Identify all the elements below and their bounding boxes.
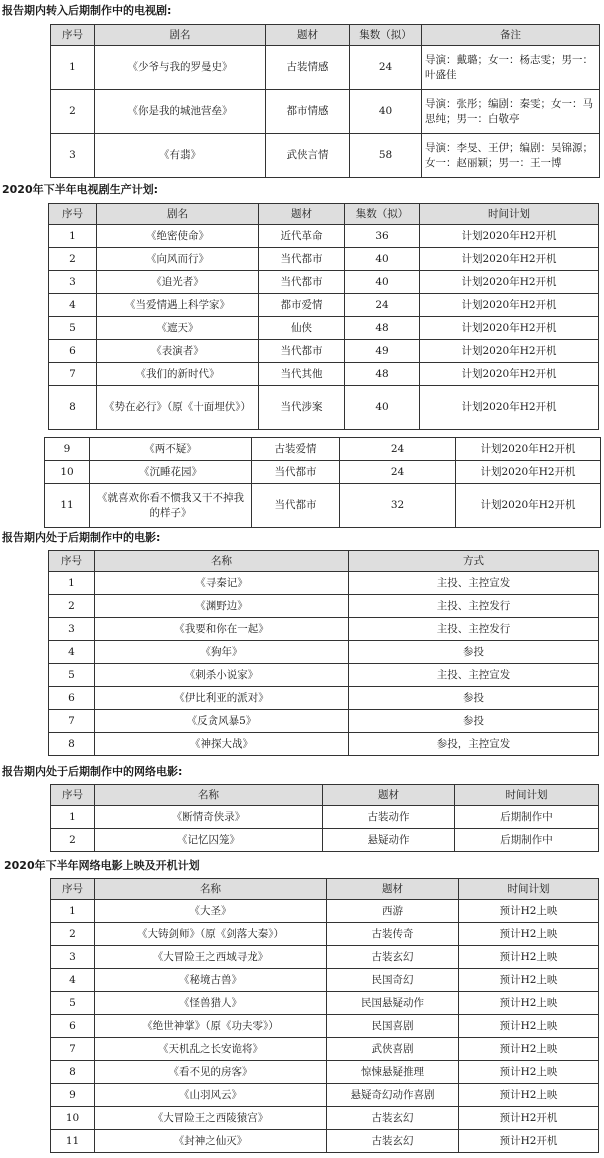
table-cell: 《山羽风云》 [95, 1084, 327, 1107]
table-cell: 预计H2上映 [459, 1015, 599, 1038]
table-cell: 1 [51, 806, 95, 829]
table-cell: 40 [350, 90, 422, 134]
table-cell: 古装动作 [323, 806, 455, 829]
table-row [51, 1015, 599, 1038]
table-cell: 计划2020年H2开机 [420, 386, 599, 430]
table-cell: 当代都市 [252, 461, 340, 484]
table-cell: 3 [51, 946, 95, 969]
table-cell: 导演：戴璐；女一：杨志雯；男一：叶盛佳 [422, 46, 600, 90]
column-header: 备注 [422, 25, 600, 46]
table-cell: 计划2020年H2开机 [420, 248, 599, 271]
table-cell: 7 [51, 1038, 95, 1061]
table-row [51, 900, 599, 923]
web-film-release-plan-table [50, 878, 599, 1153]
table-row [49, 687, 599, 710]
section-heading-tv-post-production: 报告期内转入后期制作中的电视剧: [2, 4, 172, 17]
table-row [49, 248, 599, 271]
table-cell: 当代其他 [259, 363, 345, 386]
table-cell: 参投 [349, 710, 599, 733]
table-row [49, 317, 599, 340]
table-cell: 参投，主控宣发 [349, 733, 599, 756]
table-cell: 3 [51, 134, 95, 178]
table-cell: 1 [49, 225, 97, 248]
table-cell: 都市爱情 [259, 294, 345, 317]
table-cell: 24 [340, 438, 456, 461]
table-cell: 2 [51, 90, 95, 134]
table-row [49, 294, 599, 317]
section-heading-tv-production-plan: 2020年下半年电视剧生产计划: [2, 183, 159, 196]
table-cell: 古装爱情 [252, 438, 340, 461]
table-cell: 后期制作中 [455, 806, 599, 829]
table-row [49, 618, 599, 641]
table-cell: 主投、主控发行 [349, 595, 599, 618]
table-cell: 民国悬疑动作 [327, 992, 459, 1015]
table-cell: 古装玄幻 [327, 1130, 459, 1153]
table-cell: 《追光者》 [97, 271, 259, 294]
table-cell: 《刺杀小说家》 [95, 664, 349, 687]
table-row [51, 1107, 599, 1130]
column-header: 序号 [51, 25, 95, 46]
table-cell: 1 [51, 900, 95, 923]
table-cell: 《少爷与我的罗曼史》 [95, 46, 266, 90]
table-cell: 计划2020年H2开机 [420, 340, 599, 363]
table-cell: 预计H2上映 [459, 900, 599, 923]
table-cell: 都市情感 [266, 90, 350, 134]
table-row [49, 363, 599, 386]
table-header-row [51, 785, 599, 806]
table-row [51, 1061, 599, 1084]
table-cell: 《势在必行》（原《十面埋伏》） [97, 386, 259, 430]
table-cell: 当代都市 [252, 484, 340, 528]
table-cell: 8 [49, 733, 95, 756]
table-header-row [49, 551, 599, 572]
table-row [51, 806, 599, 829]
table-cell: 8 [49, 386, 97, 430]
table-cell: 《大圣》 [95, 900, 327, 923]
table-cell: 3 [49, 271, 97, 294]
table-row [49, 664, 599, 687]
column-header: 名称 [95, 879, 327, 900]
table-row [45, 461, 601, 484]
table-row [45, 438, 601, 461]
column-header: 题材 [259, 204, 345, 225]
table-cell: 24 [350, 46, 422, 90]
table-cell: 武侠喜剧 [327, 1038, 459, 1061]
table-cell: 《你是我的城池营垒》 [95, 90, 266, 134]
table-row [49, 386, 599, 430]
table-cell: 5 [51, 992, 95, 1015]
table-cell: 导演：李旻、王伊；编剧：吴锦源；女一：赵丽颖；男一：王一博 [422, 134, 600, 178]
table-row [49, 733, 599, 756]
table-cell: 11 [45, 484, 90, 528]
table-row [45, 484, 601, 528]
table-cell: 《寻秦记》 [95, 572, 349, 595]
table-row [49, 225, 599, 248]
table-cell: 《渊野边》 [95, 595, 349, 618]
table-cell: 2 [51, 829, 95, 852]
table-cell: 预计H2上映 [459, 1084, 599, 1107]
table-cell: 悬疑动作 [323, 829, 455, 852]
table-cell: 36 [345, 225, 420, 248]
table-cell: 《向风而行》 [97, 248, 259, 271]
table-cell: 6 [49, 340, 97, 363]
column-header: 时间计划 [455, 785, 599, 806]
table-row [51, 923, 599, 946]
table-cell: 后期制作中 [455, 829, 599, 852]
table-cell: 武侠言情 [266, 134, 350, 178]
table-cell: 《两不疑》 [90, 438, 252, 461]
table-cell: 古装情感 [266, 46, 350, 90]
table-cell: 《记忆囚笼》 [95, 829, 323, 852]
table-cell: 1 [51, 46, 95, 90]
table-cell: 2 [49, 248, 97, 271]
table-cell: 民国喜剧 [327, 1015, 459, 1038]
table-cell: 主投、主控宣发 [349, 664, 599, 687]
table-cell: 5 [49, 317, 97, 340]
table-cell: 《天机乱之长安诡将》 [95, 1038, 327, 1061]
table-cell: 预计H2上映 [459, 992, 599, 1015]
table-cell: 计划2020年H2开机 [456, 438, 601, 461]
table-cell: 2 [49, 595, 95, 618]
table-cell: 《绝世神掌》（原《功夫零》） [95, 1015, 327, 1038]
table-cell: 《表演者》 [97, 340, 259, 363]
column-header: 序号 [49, 551, 95, 572]
web-film-post-production-table [50, 784, 599, 852]
table-cell: 古装传奇 [327, 923, 459, 946]
table-cell: 48 [345, 317, 420, 340]
table-cell: 悬疑奇幻动作喜剧 [327, 1084, 459, 1107]
table-row [49, 340, 599, 363]
table-cell: 当代都市 [259, 248, 345, 271]
section-heading-web-film-release-plan: 2020年下半年网络电影上映及开机计划 [4, 859, 200, 872]
table-cell: 32 [340, 484, 456, 528]
table-cell: 6 [49, 687, 95, 710]
table-cell: 4 [49, 294, 97, 317]
table-cell: 《我们的新时代》 [97, 363, 259, 386]
table-cell: 《沉睡花园》 [90, 461, 252, 484]
table-row [51, 90, 600, 134]
column-header: 名称 [95, 785, 323, 806]
table-cell: 近代革命 [259, 225, 345, 248]
table-row [49, 595, 599, 618]
table-cell: 5 [49, 664, 95, 687]
table-cell: 《伊比利亚的派对》 [95, 687, 349, 710]
table-row [51, 946, 599, 969]
table-header-row [49, 204, 599, 225]
column-header: 方式 [349, 551, 599, 572]
table-cell: 《大铸剑师》（原《剑落大秦》） [95, 923, 327, 946]
table-cell: 主投、主控宣发 [349, 572, 599, 595]
table-cell: 《就喜欢你看不惯我又干不掉我的样子》 [90, 484, 252, 528]
table-cell: 《有翡》 [95, 134, 266, 178]
table-cell: 计划2020年H2开机 [456, 484, 601, 528]
table-cell: 导演：张彤；编剧：秦雯；女一：马思纯；男一：白敬亭 [422, 90, 600, 134]
table-cell: 《遮天》 [97, 317, 259, 340]
table-row [51, 969, 599, 992]
table-cell: 7 [49, 710, 95, 733]
table-cell: 10 [51, 1107, 95, 1130]
table-cell: 4 [49, 641, 95, 664]
table-cell: 40 [345, 248, 420, 271]
table-cell: 预计H2上映 [459, 1038, 599, 1061]
table-cell: 1 [49, 572, 95, 595]
table-cell: 古装玄幻 [327, 946, 459, 969]
table-cell: 预计H2上映 [459, 923, 599, 946]
table-cell: 40 [345, 271, 420, 294]
table-row [51, 829, 599, 852]
table-row [51, 1084, 599, 1107]
table-row [51, 134, 600, 178]
column-header: 题材 [327, 879, 459, 900]
table-cell: 当代都市 [259, 271, 345, 294]
table-cell: 9 [45, 438, 90, 461]
table-row [51, 992, 599, 1015]
column-header: 序号 [51, 879, 95, 900]
tv-production-plan-table-continued [44, 437, 601, 528]
table-cell: 《大冒险王之西陵猿宫》 [95, 1107, 327, 1130]
column-header: 时间计划 [459, 879, 599, 900]
table-cell: 3 [49, 618, 95, 641]
table-cell: 计划2020年H2开机 [420, 225, 599, 248]
table-cell: 惊悚悬疑推理 [327, 1061, 459, 1084]
column-header: 序号 [49, 204, 97, 225]
table-row [51, 1038, 599, 1061]
table-cell: 《怪兽猎人》 [95, 992, 327, 1015]
table-cell: 7 [49, 363, 97, 386]
column-header: 序号 [51, 785, 95, 806]
section-heading-film-post-production: 报告期内处于后期制作中的电影: [2, 531, 161, 544]
column-header: 集数（拟） [345, 204, 420, 225]
table-cell: 《绝密使命》 [97, 225, 259, 248]
table-cell: 预计H2上映 [459, 1061, 599, 1084]
table-cell: 49 [345, 340, 420, 363]
table-cell: 计划2020年H2开机 [420, 294, 599, 317]
table-cell: 预计H2开机 [459, 1107, 599, 1130]
column-header: 时间计划 [420, 204, 599, 225]
section-heading-web-film-post-production: 报告期内处于后期制作中的网络电影: [2, 765, 183, 778]
table-cell: 预计H2开机 [459, 1130, 599, 1153]
table-cell: 《我要和你在一起》 [95, 618, 349, 641]
table-row [49, 641, 599, 664]
table-cell: 10 [45, 461, 90, 484]
table-cell: 8 [51, 1061, 95, 1084]
column-header: 名称 [95, 551, 349, 572]
column-header: 题材 [323, 785, 455, 806]
table-cell: 《神探大战》 [95, 733, 349, 756]
table-cell: 仙侠 [259, 317, 345, 340]
table-cell: 《看不见的房客》 [95, 1061, 327, 1084]
column-header: 剧名 [97, 204, 259, 225]
table-cell: 计划2020年H2开机 [456, 461, 601, 484]
table-row [51, 46, 600, 90]
table-cell: 计划2020年H2开机 [420, 317, 599, 340]
table-cell: 9 [51, 1084, 95, 1107]
table-cell: 《反贪风暴5》 [95, 710, 349, 733]
table-cell: 计划2020年H2开机 [420, 363, 599, 386]
table-row [49, 710, 599, 733]
table-cell: 48 [345, 363, 420, 386]
column-header: 题材 [266, 25, 350, 46]
table-header-row [51, 879, 599, 900]
table-cell: 《封神之仙灭》 [95, 1130, 327, 1153]
table-cell: 主投、主控发行 [349, 618, 599, 641]
table-cell: 预计H2上映 [459, 969, 599, 992]
table-cell: 58 [350, 134, 422, 178]
table-cell: 4 [51, 969, 95, 992]
table-cell: 古装玄幻 [327, 1107, 459, 1130]
table-header-row [51, 25, 600, 46]
table-cell: 2 [51, 923, 95, 946]
table-cell: 《当爱情遇上科学家》 [97, 294, 259, 317]
table-cell: 参投 [349, 687, 599, 710]
table-cell: 西游 [327, 900, 459, 923]
table-cell: 24 [340, 461, 456, 484]
table-cell: 当代涉案 [259, 386, 345, 430]
film-post-production-table [48, 550, 599, 756]
table-cell: 《狗年》 [95, 641, 349, 664]
table-cell: 当代都市 [259, 340, 345, 363]
table-cell: 《秘境古兽》 [95, 969, 327, 992]
tv-post-production-table [50, 24, 600, 178]
table-cell: 11 [51, 1130, 95, 1153]
table-cell: 民国奇幻 [327, 969, 459, 992]
table-cell: 40 [345, 386, 420, 430]
table-row [49, 572, 599, 595]
table-cell: 6 [51, 1015, 95, 1038]
table-cell: 参投 [349, 641, 599, 664]
table-cell: 计划2020年H2开机 [420, 271, 599, 294]
table-row [51, 1130, 599, 1153]
table-cell: 预计H2上映 [459, 946, 599, 969]
table-cell: 《断情奇侠录》 [95, 806, 323, 829]
table-cell: 《大冒险王之西域寻龙》 [95, 946, 327, 969]
column-header: 剧名 [95, 25, 266, 46]
tv-production-plan-table [48, 203, 599, 430]
table-row [49, 271, 599, 294]
table-cell: 24 [345, 294, 420, 317]
column-header: 集数（拟） [350, 25, 422, 46]
